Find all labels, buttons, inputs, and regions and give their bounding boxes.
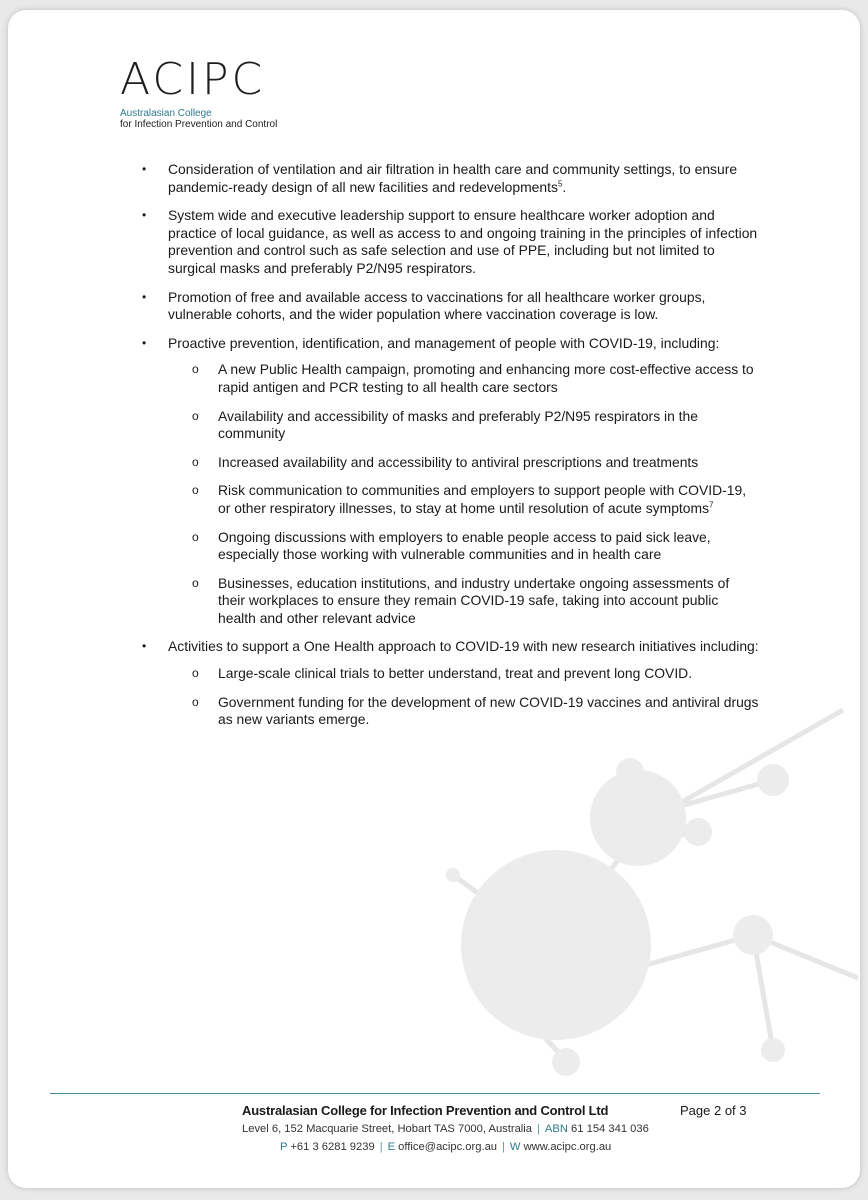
phone-label: P bbox=[280, 1141, 288, 1153]
bullet-text: Activities to support a One Health approach to COVID-19 with new research initiatives including: bbox=[168, 638, 759, 655]
website-link[interactable]: www.acipc.org.au bbox=[523, 1141, 612, 1153]
logo-subtitle-line1: Australasian College bbox=[120, 108, 212, 119]
footnote-ref: 7 bbox=[709, 500, 714, 510]
sub-item bbox=[168, 694, 760, 729]
sub-item bbox=[168, 408, 760, 443]
abn-label: ABN bbox=[544, 1123, 568, 1135]
sub-item bbox=[168, 361, 760, 396]
footer-address: Level 6, 152 Macquarie Street, Hobart TAS 7000, Australia bbox=[242, 1123, 533, 1135]
sub-item-text: Ongoing discussions with employers to enable people access to paid sick leave, especially those working with vulnerable communities and in health care bbox=[218, 528, 711, 563]
bullet-item bbox=[140, 289, 760, 324]
sub-item bbox=[168, 454, 760, 472]
bullet-icon: • bbox=[142, 335, 147, 350]
email-label: E bbox=[387, 1141, 396, 1153]
sub-list bbox=[168, 665, 760, 729]
bullet-tail: . bbox=[562, 178, 567, 195]
circle-bullet-icon: o bbox=[192, 529, 199, 544]
sub-item-text: A new Public Health campaign, promoting and enhancing more cost-effective access to rapid antigen and PCR testing to all health care sectors bbox=[218, 361, 754, 395]
sub-item-text: Availability and accessibility of masks and preferably P2/N95 respirators in the community bbox=[218, 407, 698, 442]
sub-item bbox=[168, 575, 760, 628]
email-link[interactable]: office@acipc.org.au bbox=[398, 1141, 498, 1153]
sub-item-text: Large-scale clinical trials to better understand, treat and prevent long COVID. bbox=[218, 665, 693, 682]
sub-item-text: Businesses, education institutions, and industry undertake ongoing assessments of their workplaces to ensure they remain COVID-19 safe, taking into account public health and other relevant advice bbox=[218, 574, 730, 626]
circle-bullet-icon: o bbox=[192, 694, 199, 709]
bullet-item bbox=[140, 335, 760, 628]
abn-value: 61 154 341 036 bbox=[571, 1123, 649, 1135]
logo-subtitle-line2: for Infection Prevention and Control bbox=[120, 119, 278, 130]
footer-divider bbox=[50, 1093, 820, 1094]
sub-item bbox=[168, 482, 760, 517]
bullet-icon: • bbox=[142, 162, 147, 176]
bullet-icon: • bbox=[142, 289, 147, 304]
acipc-logo bbox=[120, 54, 278, 130]
bullet-text: Promotion of free and available access to vaccinations for all healthcare worker groups, vulnerable cohorts, and the wider population where vaccination coverage is low. bbox=[168, 288, 706, 323]
circle-bullet-icon: o bbox=[192, 408, 199, 423]
document-page bbox=[8, 10, 860, 1188]
circle-bullet-icon: o bbox=[192, 575, 199, 590]
circle-bullet-icon: o bbox=[192, 454, 199, 469]
bullet-item bbox=[140, 161, 760, 196]
bullet-list bbox=[140, 161, 760, 729]
bullet-text: System wide and executive leadership support to ensure healthcare worker adoption and practice of local guidance, as well as access to and ongoing training in the principles of infection prevention and control such as safe selection and use of PPE, including but not limited to surgical masks and preferably P2/N95 respirators. bbox=[168, 207, 758, 276]
bullet-icon: • bbox=[142, 208, 147, 223]
sub-item bbox=[168, 529, 760, 564]
web-label: W bbox=[509, 1141, 521, 1153]
sub-item-text: Risk communication to communities and employers to support people with COVID-19, or other respiratory illnesses, to stay at home until resolution of acute symptoms bbox=[218, 482, 747, 516]
document-body bbox=[140, 161, 760, 740]
circle-bullet-icon: o bbox=[192, 666, 199, 681]
bullet-item bbox=[140, 207, 760, 277]
bullet-text: Proactive prevention, identification, and management of people with COVID-19, including: bbox=[168, 334, 720, 351]
footer-contact-line: P +61 3 6281 9239 | E office@acipc.org.au | W www.acipc.org.au bbox=[280, 1141, 612, 1153]
footnote-ref: 5 bbox=[557, 178, 563, 188]
sub-item-text: Increased availability and accessibility to antiviral prescriptions and treatments bbox=[218, 453, 699, 470]
circle-bullet-icon: o bbox=[192, 483, 199, 498]
sub-item bbox=[168, 665, 760, 683]
sub-item-text: Government funding for the development of new COVID-19 vaccines and antiviral drugs as new variants emerge. bbox=[218, 693, 759, 728]
circle-bullet-icon: o bbox=[192, 362, 199, 377]
phone-value: +61 3 6281 9239 bbox=[290, 1141, 375, 1153]
page-number: Page 2 of 3 bbox=[680, 1103, 747, 1118]
bullet-text: Consideration of ventilation and air filtration in health care and community settings, to ensure pandemic-ready design of all new facilities and redevelopments bbox=[168, 161, 738, 195]
bullet-icon: • bbox=[142, 639, 147, 654]
footer-address-line: Level 6, 152 Macquarie Street, Hobart TAS 7000, Australia | ABN 61 154 341 036 bbox=[242, 1123, 649, 1135]
bullet-item bbox=[140, 638, 760, 728]
logo-wordmark: ACIPC bbox=[120, 54, 266, 105]
sub-list bbox=[168, 361, 760, 627]
footer-org-name: Australasian College for Infection Prevention and Control Ltd bbox=[242, 1103, 609, 1118]
